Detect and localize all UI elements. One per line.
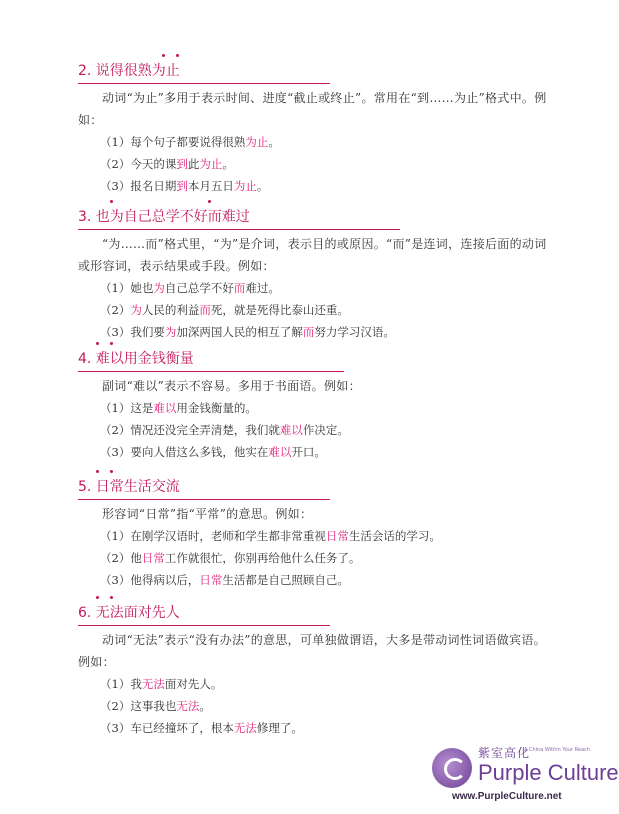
emphasis-dot <box>110 200 113 203</box>
section-paragraph: 副词“难以”表示不容易。多用于书面语。例如： <box>102 379 361 393</box>
section-heading <box>78 61 180 81</box>
sentence-text: 车已经撞坏了，根本 <box>130 721 234 735</box>
example-sentence <box>78 419 548 441</box>
section-title: 2. 说得很熟为止 <box>78 63 180 79</box>
sentence-text: 加深两国人民的相互了解 <box>176 325 303 339</box>
example-number: （3） <box>100 179 131 193</box>
example-sentence <box>78 397 548 419</box>
emphasis-dot <box>176 54 179 57</box>
example-sentence <box>78 277 548 299</box>
heading-underline <box>78 229 400 230</box>
example-sentence <box>78 717 548 739</box>
sentence-text: 在刚学汉语时，老师和学生都非常重视 <box>130 529 326 543</box>
highlighted-word: 到 <box>176 157 188 171</box>
highlighted-word: 为 <box>164 325 177 339</box>
example-number: （3） <box>100 721 131 735</box>
sentence-text: 。 <box>256 179 269 193</box>
sentence-text: 此 <box>187 157 200 171</box>
highlighted-word: 无法 <box>141 677 165 691</box>
heading-underline <box>78 371 344 372</box>
sentence-text: 。 <box>199 699 211 713</box>
emphasis-dot <box>110 342 113 345</box>
section-title: 5. 日常生活交流 <box>78 479 180 495</box>
section-4 <box>78 348 548 463</box>
sentence-text: 他 <box>130 551 142 565</box>
example-list <box>78 673 548 739</box>
emphasis-dot <box>110 470 113 473</box>
example-sentence <box>78 299 548 321</box>
example-number: （2） <box>100 699 131 713</box>
sentence-text: 人民的利益 <box>141 303 200 317</box>
logo-chinese-text: 紫室高化 <box>478 746 531 760</box>
sentence-text: 生活会话的学习。 <box>348 529 441 543</box>
example-sentence <box>78 673 548 695</box>
logo-url: www.PurpleCulture.net <box>452 791 562 802</box>
example-sentence <box>78 131 548 153</box>
example-number: （3） <box>100 573 131 587</box>
highlighted-word: 为 <box>153 281 165 295</box>
highlighted-word: 而 <box>199 303 211 317</box>
heading-underline <box>78 83 330 84</box>
sentence-text: 情况还没完全弄清楚，我们就 <box>130 423 280 437</box>
section-5 <box>78 476 548 591</box>
example-list <box>78 131 548 197</box>
section-heading <box>78 603 180 623</box>
example-number: （1） <box>100 135 131 149</box>
section-title: 4. 难以用金钱衡量 <box>78 351 194 367</box>
section-paragraph: “为……而”格式里，“为”是介词，表示目的或原因。“而”是连词，连接后面的动词或形容词，表示结果或手段。例如： <box>78 237 547 273</box>
section-title: 6. 无法面对先人 <box>78 605 180 621</box>
emphasis-dot <box>96 470 99 473</box>
section-paragraph: 动词“为止”多用于表示时间、进度“截止或终止”。常用在“到……为止”格式中。例如： <box>78 91 547 127</box>
example-number: （1） <box>100 529 131 543</box>
example-number: （3） <box>100 445 131 459</box>
highlighted-word: 为止 <box>245 135 269 149</box>
section-paragraph: 形容词“日常”指“平常”的意思。例如： <box>102 507 313 521</box>
heading-underline <box>78 499 330 500</box>
sentence-text: 修理了。 <box>256 721 303 735</box>
sentence-text: 死，就是死得比泰山还重。 <box>210 303 349 317</box>
example-sentence <box>78 695 548 717</box>
section-2 <box>78 60 548 197</box>
highlighted-word: 日常 <box>141 551 165 565</box>
example-sentence <box>78 569 548 591</box>
highlighted-word: 为 <box>130 303 142 317</box>
sentence-text: 作决定。 <box>302 423 349 437</box>
sentence-text: 要向人借这么多钱，他实在 <box>130 445 269 459</box>
logo-name: Purple Culture <box>478 760 619 785</box>
highlighted-word: 无法 <box>233 721 257 735</box>
logo-emblem-icon <box>432 748 472 788</box>
highlighted-word: 为止 <box>199 157 223 171</box>
section-heading <box>78 207 250 227</box>
highlighted-word: 而 <box>302 325 315 339</box>
example-sentence <box>78 525 548 547</box>
highlighted-word: 为止 <box>233 179 257 193</box>
example-sentence <box>78 441 548 463</box>
sentence-text: 努力学习汉语。 <box>314 325 395 339</box>
emphasis-dot <box>96 342 99 345</box>
example-number: （2） <box>100 423 131 437</box>
sentence-text: 我们要 <box>130 325 165 339</box>
highlighted-word: 日常 <box>199 573 223 587</box>
sentence-text: 她也 <box>130 281 154 295</box>
sentence-text: 他得病以后， <box>130 573 200 587</box>
example-sentence <box>78 547 548 569</box>
sentence-text: 这事我也 <box>130 699 177 713</box>
highlighted-word: 到 <box>176 179 188 193</box>
sentence-text: 用金钱衡量的。 <box>176 401 257 415</box>
section-paragraph: 动词“无法”表示“没有办法”的意思，可单独做谓语，大多是带动词性词语做宾语。例如： <box>78 633 546 669</box>
logo-tagline: A China Within Your Reach <box>524 747 590 753</box>
example-number: （1） <box>100 677 131 691</box>
section-3 <box>78 206 548 343</box>
section-6 <box>78 602 548 739</box>
sentence-text: 我 <box>130 677 142 691</box>
sentence-text: 。 <box>268 135 280 149</box>
example-number: （2） <box>100 157 131 171</box>
example-sentence <box>78 153 548 175</box>
sentence-text: 生活都是自己照顾自己。 <box>222 573 349 587</box>
example-list <box>78 397 548 463</box>
example-number: （2） <box>100 551 131 565</box>
example-list <box>78 525 548 591</box>
sentence-text: 这是 <box>130 401 154 415</box>
highlighted-word: 难以 <box>268 445 292 459</box>
sentence-text: 难过。 <box>245 281 280 295</box>
sentence-text: 自己总学不好 <box>164 281 234 295</box>
highlighted-word: 日常 <box>325 529 349 543</box>
section-title: 3. 也为自己总学不好而难过 <box>78 209 250 225</box>
sentence-text: 开口。 <box>291 445 326 459</box>
highlighted-word: 而 <box>233 281 246 295</box>
sentence-text: 每个句子都要说得很熟 <box>130 135 246 149</box>
sentence-text: 本月五日 <box>187 179 234 193</box>
sentence-text: 。 <box>222 157 234 171</box>
highlighted-word: 难以 <box>153 401 177 415</box>
purple-culture-logo <box>432 738 619 806</box>
example-number: （3） <box>100 325 131 339</box>
highlighted-word: 难以 <box>279 423 303 437</box>
section-heading <box>78 349 194 369</box>
heading-underline <box>78 625 330 626</box>
example-number: （2） <box>100 303 131 317</box>
emphasis-dot <box>208 200 211 203</box>
example-sentence <box>78 321 548 343</box>
sentence-text: 工作就很忙，你别再给他什么任务了。 <box>164 551 361 565</box>
example-sentence <box>78 175 548 197</box>
example-number: （1） <box>100 281 131 295</box>
highlighted-word: 无法 <box>176 699 200 713</box>
example-number: （1） <box>100 401 131 415</box>
sentence-text: 报名日期 <box>130 179 177 193</box>
emphasis-dot <box>96 596 99 599</box>
emphasis-dot <box>162 54 165 57</box>
emphasis-dot <box>110 596 113 599</box>
example-list <box>78 277 548 343</box>
sentence-text: 今天的课 <box>130 157 177 171</box>
section-heading <box>78 477 180 497</box>
sentence-text: 面对先人。 <box>164 677 223 691</box>
